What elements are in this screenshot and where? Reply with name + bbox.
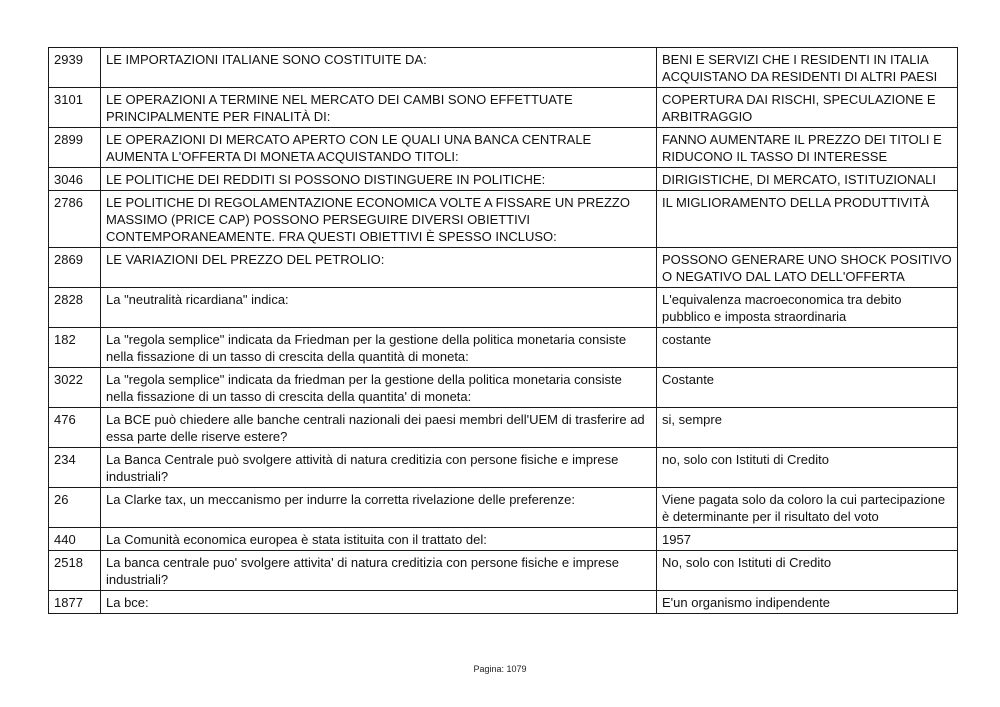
- answer-cell: COPERTURA DAI RISCHI, SPECULAZIONE E ARBITRAGGIO: [657, 88, 958, 128]
- table-row: [49, 128, 958, 168]
- table-row: [49, 288, 958, 328]
- answer-cell: costante: [657, 328, 958, 368]
- answer-cell: IL MIGLIORAMENTO DELLA PRODUTTIVITÀ: [657, 191, 958, 248]
- row-id-cell: 26: [49, 488, 101, 528]
- row-id-cell: 234: [49, 448, 101, 488]
- question-cell: LE VARIAZIONI DEL PREZZO DEL PETROLIO:: [101, 248, 657, 288]
- question-cell: La "neutralità ricardiana" indica:: [101, 288, 657, 328]
- question-cell: La bce:: [101, 591, 657, 614]
- row-id-cell: 2828: [49, 288, 101, 328]
- question-cell: LE POLITICHE DEI REDDITI SI POSSONO DISTINGUERE IN POLITICHE:: [101, 168, 657, 191]
- answer-cell: no, solo con Istituti di Credito: [657, 448, 958, 488]
- question-cell: LE OPERAZIONI DI MERCATO APERTO CON LE QUALI UNA BANCA CENTRALE AUMENTA L'OFFERTA DI MONETA ACQUISTANDO TITOLI:: [101, 128, 657, 168]
- qa-table-body: [49, 48, 958, 614]
- table-row: [49, 248, 958, 288]
- answer-cell: L'equivalenza macroeconomica tra debito pubblico e imposta straordinaria: [657, 288, 958, 328]
- question-cell: La BCE può chiedere alle banche centrali nazionali dei paesi membri dell'UEM di trasferire ad essa parte delle riserve estere?: [101, 408, 657, 448]
- table-row: [49, 88, 958, 128]
- answer-cell: 1957: [657, 528, 958, 551]
- question-cell: LE OPERAZIONI A TERMINE NEL MERCATO DEI CAMBI SONO EFFETTUATE PRINCIPALMENTE PER FINALITÀ DI:: [101, 88, 657, 128]
- table-row: [49, 551, 958, 591]
- row-id-cell: 3022: [49, 368, 101, 408]
- question-cell: La Clarke tax, un meccanismo per indurre la corretta rivelazione delle preferenze:: [101, 488, 657, 528]
- question-cell: LE POLITICHE DI REGOLAMENTAZIONE ECONOMICA VOLTE A FISSARE UN PREZZO MASSIMO (PRICE CAP) POSSONO PERSEGUIRE DIVERSI OBIETTIVI CONTEMPORANEAMENTE. FRA QUESTI OBIETTIVI È SPESSO INCLUSO:: [101, 191, 657, 248]
- table-row: [49, 408, 958, 448]
- row-id-cell: 3046: [49, 168, 101, 191]
- table-row: [49, 368, 958, 408]
- row-id-cell: 2786: [49, 191, 101, 248]
- question-cell: LE IMPORTAZIONI ITALIANE SONO COSTITUITE DA:: [101, 48, 657, 88]
- table-row: [49, 448, 958, 488]
- table-row: [49, 168, 958, 191]
- question-cell: La "regola semplice" indicata da friedman per la gestione della politica monetaria consiste nella fissazione di un tasso di crescita della quantita' di moneta:: [101, 368, 657, 408]
- answer-cell: No, solo con Istituti di Credito: [657, 551, 958, 591]
- question-cell: La Comunità economica europea è stata istituita con il trattato del:: [101, 528, 657, 551]
- answer-cell: BENI E SERVIZI CHE I RESIDENTI IN ITALIA ACQUISTANO DA RESIDENTI DI ALTRI PAESI: [657, 48, 958, 88]
- table-row: [49, 328, 958, 368]
- table-row: [49, 191, 958, 248]
- answer-cell: Viene pagata solo da coloro la cui partecipazione è determinante per il risultato del voto: [657, 488, 958, 528]
- table-row: [49, 48, 958, 88]
- table-row: [49, 591, 958, 614]
- answer-cell: DIRIGISTICHE, DI MERCATO, ISTITUZIONALI: [657, 168, 958, 191]
- answer-cell: FANNO AUMENTARE IL PREZZO DEI TITOLI E RIDUCONO IL TASSO DI INTERESSE: [657, 128, 958, 168]
- qa-table: [48, 47, 958, 614]
- row-id-cell: 2939: [49, 48, 101, 88]
- answer-cell: Costante: [657, 368, 958, 408]
- answer-cell: E'un organismo indipendente: [657, 591, 958, 614]
- row-id-cell: 3101: [49, 88, 101, 128]
- row-id-cell: 2518: [49, 551, 101, 591]
- row-id-cell: 440: [49, 528, 101, 551]
- row-id-cell: 476: [49, 408, 101, 448]
- row-id-cell: 1877: [49, 591, 101, 614]
- answer-cell: POSSONO GENERARE UNO SHOCK POSITIVO O NEGATIVO DAL LATO DELL'OFFERTA: [657, 248, 958, 288]
- row-id-cell: 2869: [49, 248, 101, 288]
- table-row: [49, 528, 958, 551]
- page-number: Pagina: 1079: [473, 664, 527, 674]
- row-id-cell: 2899: [49, 128, 101, 168]
- question-cell: La "regola semplice" indicata da Friedman per la gestione della politica monetaria consiste nella fissazione di un tasso di crescita della quantità di moneta:: [101, 328, 657, 368]
- row-id-cell: 182: [49, 328, 101, 368]
- question-cell: La Banca Centrale può svolgere attività di natura creditizia con persone fisiche e imprese industriali?: [101, 448, 657, 488]
- question-cell: La banca centrale puo' svolgere attivita' di natura creditizia con persone fisiche e imprese industriali?: [101, 551, 657, 591]
- answer-cell: si, sempre: [657, 408, 958, 448]
- table-row: [49, 488, 958, 528]
